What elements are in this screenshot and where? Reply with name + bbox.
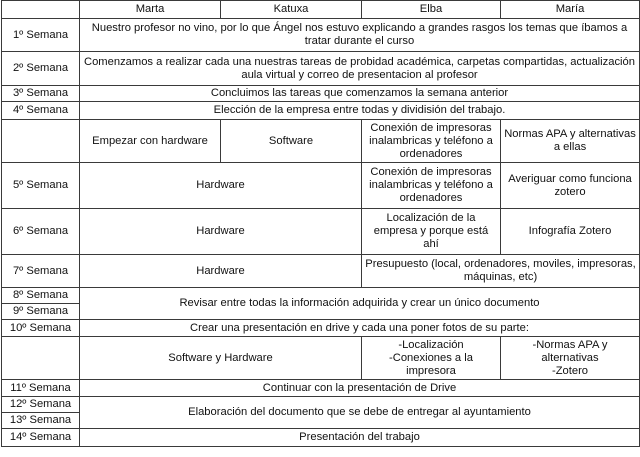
week-label: 2º Semana [2, 52, 80, 86]
header-empty-cell [2, 1, 80, 19]
header-row [2, 1, 640, 19]
table-row [2, 288, 640, 304]
week-task-maria: Averiguar como funciona zotero [501, 163, 640, 209]
week-task-marta-katuxa: Hardware [80, 209, 362, 255]
part-marta-katuxa: Software y Hardware [80, 337, 362, 380]
week-task-marta-katuxa: Hardware [80, 163, 362, 209]
week-label: 8º Semana [2, 288, 80, 304]
week-task: Concluimos las tareas que comenzamos la semana anterior [80, 86, 640, 102]
week-task-elba: Conexión de impresoras inalambricas y teléfono a ordenadores [362, 163, 501, 209]
assignment-marta: Empezar con hardware [80, 120, 221, 163]
assignment-katuxa: Software [221, 120, 362, 163]
week-label: 12º Semana [2, 397, 80, 413]
week-task: Continuar con la presentación de Drive [80, 380, 640, 397]
table-row [2, 397, 640, 413]
table-row [2, 255, 640, 288]
header-elba: Elba [362, 1, 501, 19]
schedule-table [1, 0, 640, 447]
week-label: 7º Semana [2, 255, 80, 288]
week-task-elba-maria: Presupuesto (local, ordenadores, moviles, impresoras, máquinas, etc) [362, 255, 640, 288]
header-maria: María [501, 1, 640, 19]
week-task-elba: Localización de la empresa y porque está ahí [362, 209, 501, 255]
part-elba-line: -Conexiones a la impresora [389, 351, 473, 377]
header-marta: Marta [80, 1, 221, 19]
part-maria-line: -Zotero [551, 364, 589, 377]
week-task-marta-katuxa: Hardware [80, 255, 362, 288]
week-label: 1º Semana [2, 19, 80, 52]
empty-cell [2, 337, 80, 380]
table-row [2, 52, 640, 86]
week-label: 9º Semana [2, 304, 80, 320]
part-maria [501, 337, 640, 380]
table-row [2, 163, 640, 209]
week-label: 10º Semana [2, 320, 80, 337]
part-elba-line: -Localización [398, 338, 464, 351]
week-label: 6º Semana [2, 209, 80, 255]
empty-cell [2, 120, 80, 163]
week-task: Nuestro profesor no vino, por lo que Ángel nos estuvo explicando a grandes rasgos los temas que íbamos a tratar durante el curso [80, 19, 640, 52]
presentation-parts-row [2, 337, 640, 380]
table-row [2, 86, 640, 102]
header-katuxa: Katuxa [221, 1, 362, 19]
table-row [2, 380, 640, 397]
week-label: 3º Semana [2, 86, 80, 102]
table-row [2, 209, 640, 255]
table-row [2, 19, 640, 52]
part-elba [362, 337, 501, 380]
table-row [2, 102, 640, 120]
week-label: 14º Semana [2, 429, 80, 447]
week-label: 11º Semana [2, 380, 80, 397]
week-task: Revisar entre todas la información adquirida y crear un único documento [80, 288, 640, 320]
assignment-maria: Normas APA y alternativas a ellas [501, 120, 640, 163]
week-label: 4º Semana [2, 102, 80, 120]
assignment-row [2, 120, 640, 163]
part-maria-line: -Normas APA y alternativas [532, 338, 608, 364]
assignment-elba: Conexión de impresoras inalambricas y teléfono a ordenadores [362, 120, 501, 163]
week-task: Crear una presentación en drive y cada una poner fotos de su parte: [80, 320, 640, 337]
week-task: Elaboración del documento que se debe de entregar al ayuntamiento [80, 397, 640, 429]
table-row [2, 320, 640, 337]
week-task-maria: Infografía Zotero [501, 209, 640, 255]
week-label: 13º Semana [2, 413, 80, 429]
week-label: 5º Semana [2, 163, 80, 209]
week-task: Comenzamos a realizar cada una nuestras tareas de probidad académica, carpetas compartidas, actualización aula virtual y correo de presentacion al profesor [80, 52, 640, 86]
week-task: Presentación del trabajo [80, 429, 640, 447]
week-task: Elección de la empresa entre todas y dividisión del trabajo. [80, 102, 640, 120]
table-row [2, 429, 640, 447]
